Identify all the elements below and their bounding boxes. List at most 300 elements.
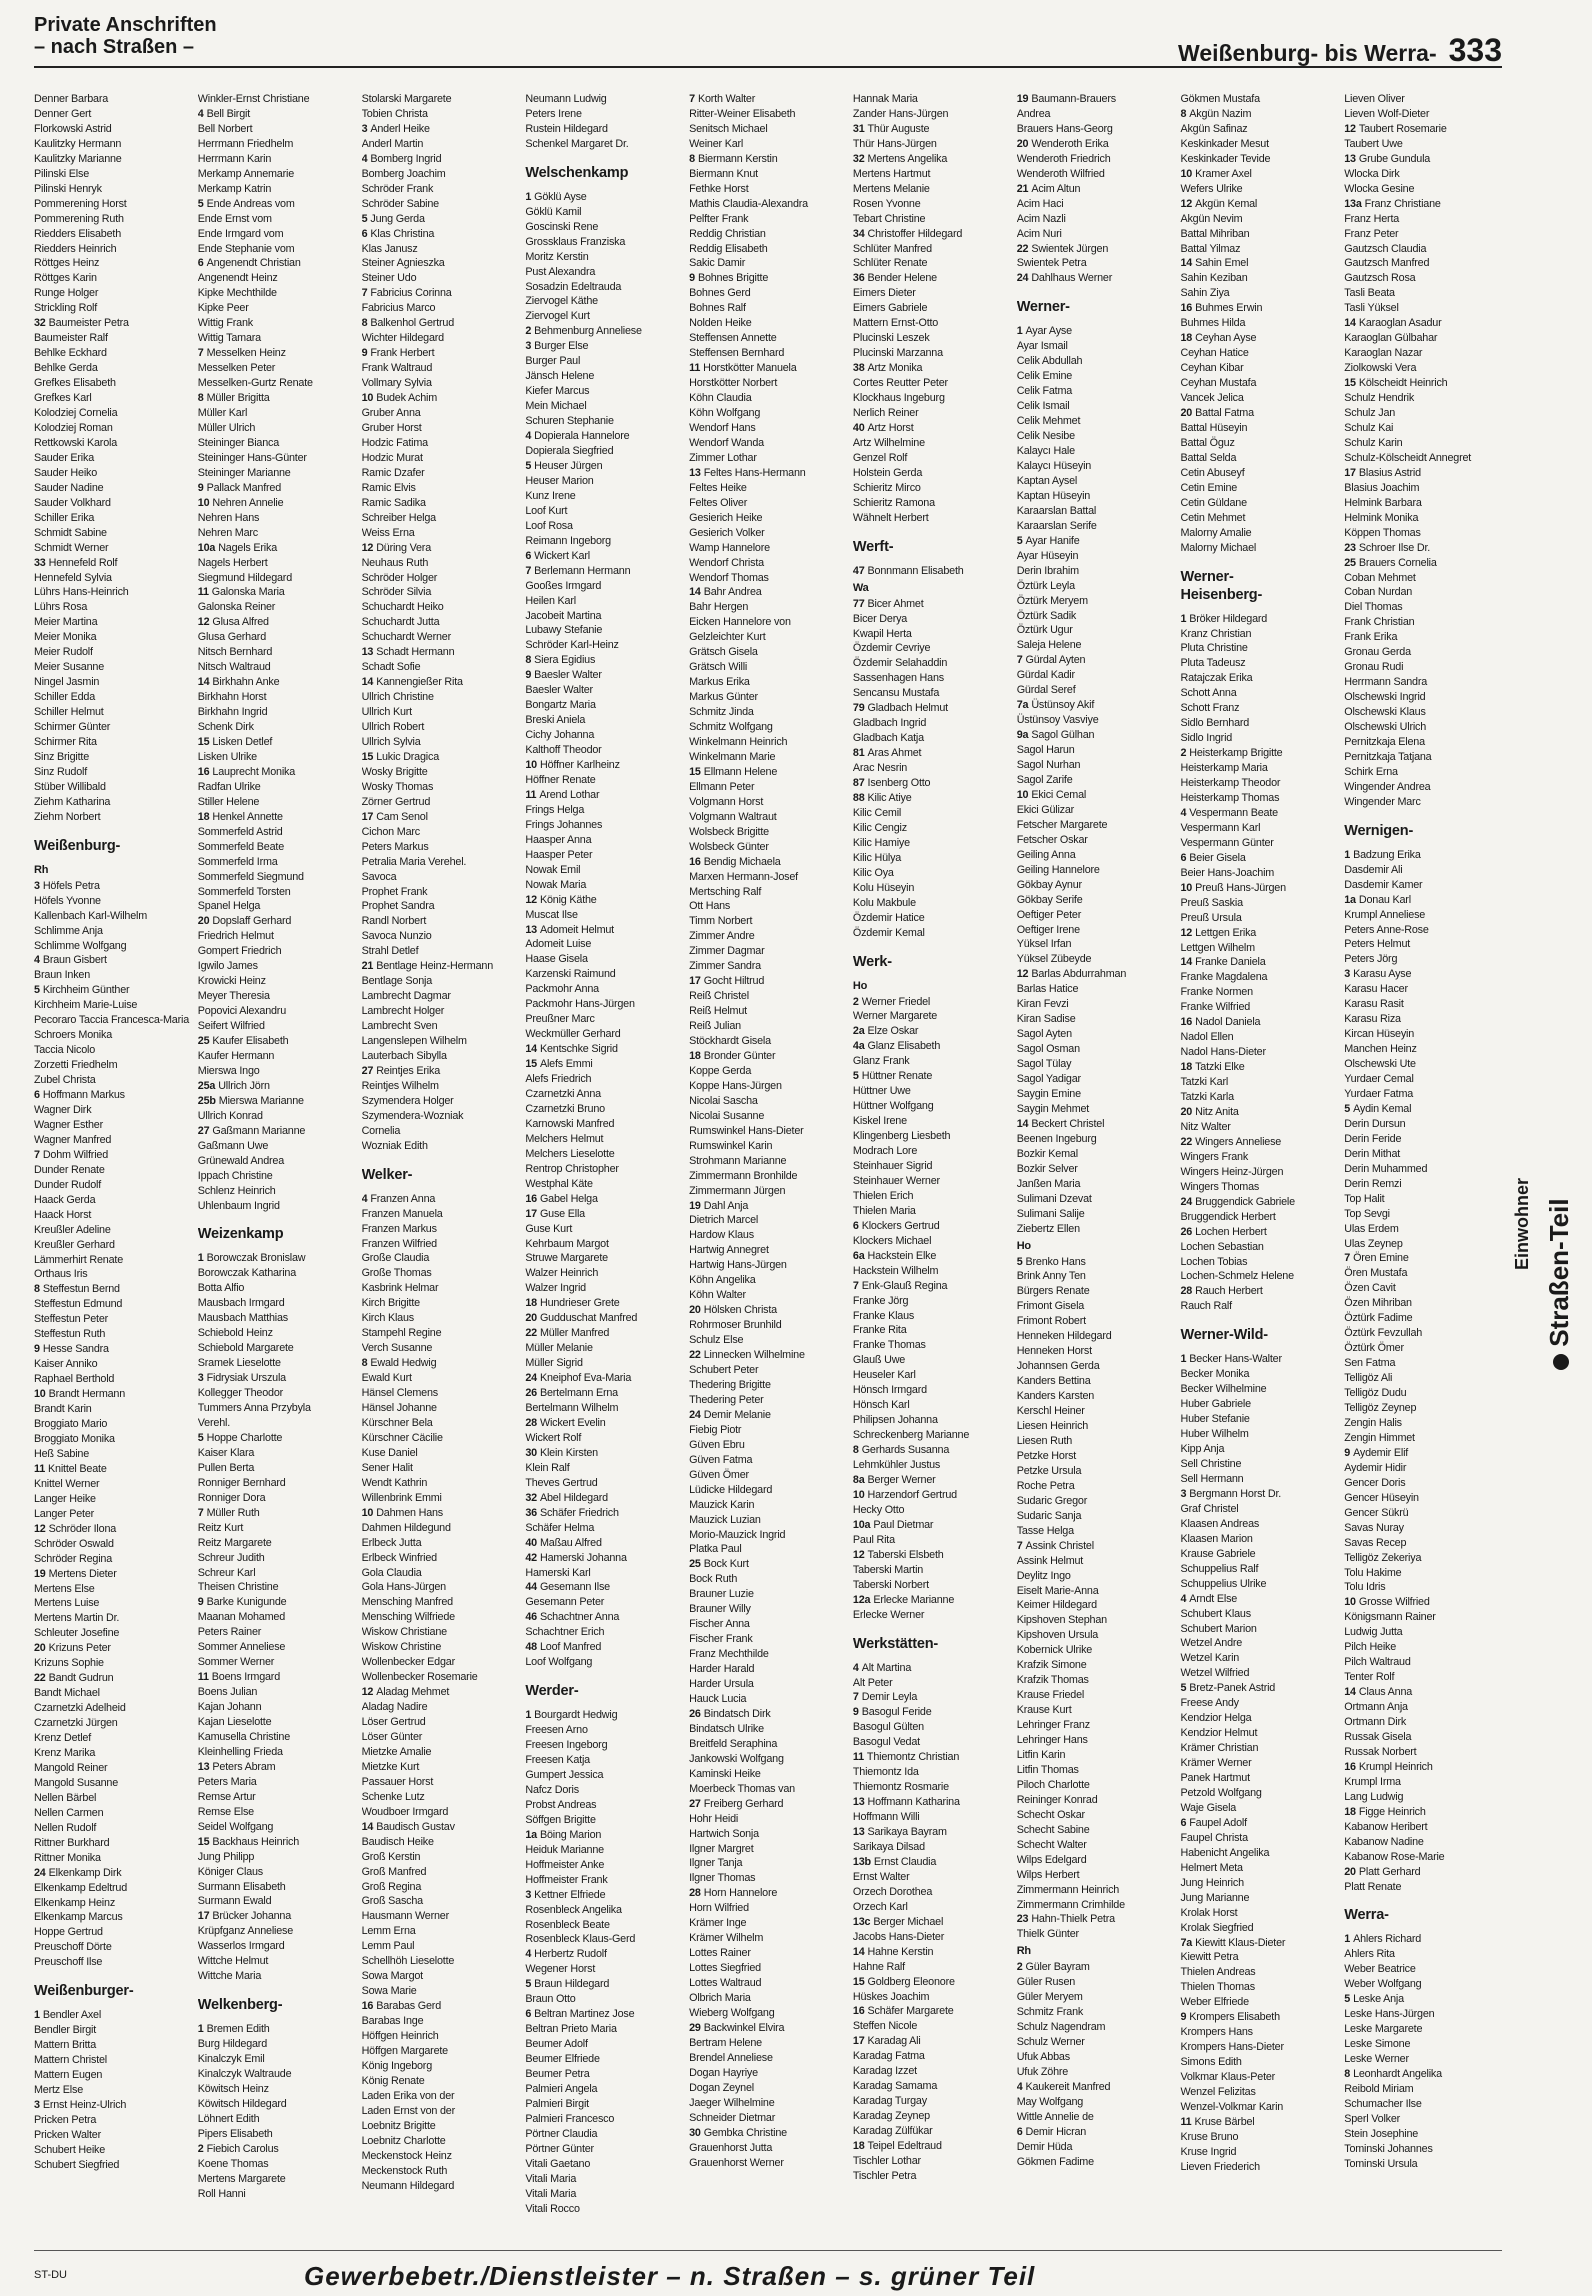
resident-entry [1017,579,1175,594]
house-number: 8 [361,1357,368,1370]
resident-entry [362,1034,520,1049]
resident-entry [362,795,520,810]
resident-name: Hoppe Charlotte [206,1431,283,1444]
resident-name: Zörner Gertrud [361,795,431,808]
resident-name: Herbertz Rudolf [534,1948,607,1961]
resident-entry [1180,2040,1338,2055]
resident-name: Peters Rainer [197,1626,262,1639]
resident-entry [1017,668,1175,683]
resident-name: Beumer Petra [525,2068,590,2081]
resident-name: Hahne Kerstin [867,1945,934,1958]
resident-name: Schiller Erika [34,511,95,524]
resident-name: Peters Irene [525,107,582,120]
resident-entry [689,1871,847,1886]
house-number: 4 [525,430,532,443]
house-number: 22 [34,1672,46,1685]
resident-name: Nadol Daniela [1195,1016,1261,1029]
resident-name: Karaoglan Asadur [1358,317,1442,330]
resident-name: Telligöz Dudu [1344,1387,1407,1400]
resident-entry [689,1991,847,2006]
resident-name: Marxen Hermann-Josef [689,870,798,883]
resident-name: Backwinkel Elvira [703,2021,785,2034]
resident-entry [1017,227,1175,242]
resident-entry [689,840,847,855]
resident-entry [362,331,520,346]
house-number: 10a [197,541,216,554]
resident-name: Kabanow Heribert [1344,1820,1428,1833]
resident-name: Heuser Jürgen [534,459,603,472]
resident-name: Freesen Katja [525,1754,590,1767]
resident-entry [1180,1472,1338,1487]
resident-name: Fischer Frank [689,1633,753,1646]
resident-entry [1180,1502,1338,1517]
resident-name: Czarnetzki Bruno [525,1102,605,1115]
resident-entry [1180,612,1338,627]
resident-entry [34,1925,192,1940]
resident-name: Buhmes Hilda [1180,317,1246,330]
resident-name: Taccia Nicolo [34,1044,96,1057]
house-number: 9 [34,1343,40,1356]
resident-name: Bongartz Maria [525,699,596,712]
resident-entry [1017,2080,1175,2095]
resident-entry [853,1825,1011,1840]
house-number: 17 [525,1207,537,1220]
resident-entry [1180,376,1338,391]
resident-entry [198,1506,356,1521]
resident-entry [1017,549,1175,564]
resident-entry [1180,1487,1338,1502]
resident-name: Krizuns Sophie [34,1657,104,1670]
resident-name: Tolu Hakime [1344,1566,1402,1579]
resident-entry [1180,970,1338,985]
resident-entry [1344,92,1502,107]
resident-name: Ningel Jasmin [34,676,100,689]
resident-name: Schröder Frank [361,182,434,195]
resident-name: Popovici Alexandru [197,1005,287,1018]
resident-entry [1344,1790,1502,1805]
resident-name: Schreur Karl [197,1566,256,1579]
resident-name: Schmitz Frank [1016,2006,1084,2019]
resident-name: Aydemir Elif [1353,1446,1409,1459]
house-number: 15 [525,1058,537,1071]
resident-name: Karasu Rasit [1344,998,1404,1011]
resident-entry [689,1273,847,1288]
street-heading: Welker- [361,1166,413,1183]
resident-entry [525,833,683,848]
resident-name: Dopierala Siegfried [525,445,614,458]
resident-entry [198,212,356,227]
resident-entry [853,2094,1011,2109]
resident-entry [1344,1640,1502,1655]
resident-name: Wenderoth Erika [1031,137,1109,150]
resident-name: Acim Altun [1031,182,1081,195]
resident-entry [198,301,356,316]
resident-name: Heisterkamp Theodor [1180,777,1281,790]
resident-entry [689,765,847,780]
resident-entry [689,1797,847,1812]
resident-name: Taubert Uwe [1344,137,1403,150]
resident-name: Botta Alfio [197,1282,245,1295]
resident-name: Assink Christel [1025,1539,1094,1552]
resident-name: Wolsbeck Brigitte [689,825,769,838]
resident-entry [1017,2005,1175,2020]
resident-name: Bonnmann Elisabeth [867,564,964,577]
resident-name: Steffestun Peter [34,1313,109,1326]
resident-name: Sommerfeld Siegmund [197,870,304,883]
house-number: 4 [1016,2081,1023,2093]
resident-name: Lehmkühler Justus [852,1459,941,1472]
resident-entry [1344,645,1502,660]
resident-entry [689,1931,847,1946]
resident-entry [1344,690,1502,705]
resident-name: Krompers Hans [1180,2026,1253,2039]
resident-entry [34,2038,192,2053]
resident-entry [525,2037,683,2052]
resident-entry [689,1842,847,1857]
house-number: 25b [197,1094,216,1107]
resident-name: Lottes Siegfried [689,1962,761,1975]
resident-entry [1017,2155,1175,2170]
resident-name: Ufuk Abbas [1016,2051,1070,2064]
resident-name: Kendzior Helga [1180,1712,1252,1725]
resident-name: Höffner Renate [525,773,596,786]
resident-entry [198,600,356,615]
resident-name: Tatzki Karl [1180,1076,1229,1089]
resident-entry [1344,496,1502,511]
resident-name: Galonska Reiner [197,601,276,614]
resident-entry [362,481,520,496]
resident-name: Steffestun Edmund [34,1298,123,1311]
resident-name: Eimers Dieter [852,287,916,300]
resident-name: Gürdal Ayten [1025,654,1086,667]
house-number: 6 [525,2008,532,2021]
resident-name: Krause Gabriele [1180,1547,1256,1560]
resident-entry [525,1446,683,1461]
resident-entry [362,1521,520,1536]
resident-name: Petzke Horst [1016,1449,1077,1462]
resident-entry [34,1522,192,1537]
resident-name: Hoffmann Markus [42,1089,125,1102]
resident-entry [1344,152,1502,167]
resident-name: Schulz Kai [1344,421,1394,434]
resident-entry [198,1685,356,1700]
house-number: 12 [197,616,210,629]
resident-name: Winkler-Ernst Christiane [197,93,310,105]
resident-entry [34,1282,192,1297]
resident-entry [362,1655,520,1670]
resident-entry [525,2112,683,2127]
resident-entry [362,376,520,391]
resident-entry [689,1184,847,1199]
resident-name: Franz Peter [1344,227,1399,240]
resident-entry [689,346,847,361]
resident-name: Breski Aniela [525,714,586,727]
resident-entry [362,1715,520,1730]
house-number: 11 [197,1671,209,1684]
resident-name: Paul Rita [852,1533,895,1546]
resident-entry [1017,122,1175,137]
resident-name: Bomberg Joachim [361,167,446,180]
resident-name: Horn Hannelore [703,1887,778,1900]
resident-name: Özdemir Selahaddin [852,657,948,670]
resident-entry [1017,1898,1175,1913]
resident-entry [1180,1135,1338,1150]
resident-entry [1344,1580,1502,1595]
resident-entry [689,1707,847,1722]
resident-name: Sramek Lieselotte [197,1357,281,1370]
footer-note: Gewerbebetr./Dienstleister – n. Straßen – s. grüner Teil [304,2261,1036,2291]
resident-entry [1017,1027,1175,1042]
resident-name: Franke Wilfried [1180,1001,1251,1014]
directory-column [1344,92,1502,2244]
resident-name: Oeftiger Irene [1016,923,1080,936]
resident-name: Harzendorf Gertrud [867,1488,957,1501]
resident-entry [198,1655,356,1670]
resident-name: Koppe Hans-Jürgen [689,1079,782,1092]
resident-name: Hundrieser Grete [539,1297,620,1310]
street-heading: Werra- [1344,1907,1389,1924]
resident-name: Schulz Hendrik [1344,392,1415,405]
resident-entry [1017,1763,1175,1778]
resident-name: Langenslepen Wilhelm [361,1035,467,1048]
resident-name: Ewald Kurt [361,1372,412,1385]
resident-name: Remse Artur [197,1790,256,1803]
resident-entry [689,1587,847,1602]
resident-name: Reddig Christian [689,227,766,240]
resident-entry [34,1686,192,1701]
resident-name: Derin Remzi [1344,1177,1402,1190]
house-number: 9 [361,347,368,360]
house-number: 34 [852,227,865,240]
resident-entry [362,1805,520,1820]
resident-entry [1344,2052,1502,2067]
resident-name: Werner Friedel [861,995,931,1008]
resident-entry [853,2154,1011,2169]
resident-entry [1017,399,1175,414]
resident-name: Saygin Emine [1016,1088,1081,1100]
resident-name: Dasdemir Kamer [1344,878,1423,891]
resident-name: Artz Monika [867,362,923,375]
resident-name: Andrea [1016,107,1051,120]
resident-name: Baesler Walter [534,669,602,682]
house-number: 4a [852,1040,865,1053]
resident-entry [689,1498,847,1513]
resident-name: Goldberg Eleonore [867,1975,955,1988]
resident-entry [1017,908,1175,923]
resident-entry [853,1458,1011,1473]
house-number: 4 [361,1192,368,1205]
resident-entry [689,227,847,242]
house-number: 25 [1344,556,1356,569]
resident-entry [525,1977,683,1992]
resident-entry [853,1548,1011,1563]
resident-entry [362,2044,520,2059]
resident-name: Grätsch Willi [689,661,748,674]
resident-name: Braun Otto [525,1993,576,2006]
resident-name: Boens Irmgard [211,1671,281,1684]
resident-entry [689,107,847,122]
resident-name: Liesen Ruth [1016,1434,1073,1447]
resident-name: Rosen Yvonne [852,197,921,210]
resident-name: Bürgers Renate [1016,1285,1090,1298]
resident-entry [853,301,1011,316]
house-number: 17 [689,975,701,988]
resident-entry [34,2008,192,2023]
resident-entry [689,929,847,944]
resident-entry [689,2006,847,2021]
resident-entry [853,1084,1011,1099]
resident-entry [1180,686,1338,701]
resident-name: Theves Gertrud [525,1476,598,1489]
resident-entry [1180,1210,1338,1225]
resident-entry [362,1296,520,1311]
resident-entry [1017,1838,1175,1853]
resident-name: Sencansu Mustafa [852,687,940,700]
resident-name: Grube Gundula [1358,152,1431,165]
house-number: 16 [689,855,701,868]
resident-entry [198,2157,356,2172]
resident-entry [1180,2070,1338,2085]
resident-name: Mertsching Ralf [689,885,762,898]
resident-name: Schirk Erna [1344,765,1398,778]
resident-name: Steffestun Ruth [34,1328,106,1341]
resident-entry [1180,716,1338,731]
street-heading: Werft- [852,538,894,555]
resident-name: Horn Wilfried [689,1902,749,1915]
resident-name: Hecky Otto [852,1503,905,1516]
resident-name: Schuchardt Heiko [361,601,444,614]
street-heading: Weißenburger- [34,1983,134,2000]
resident-name: Nowak Emil [525,863,581,876]
resident-entry [689,1901,847,1916]
house-number: 13b [852,1855,871,1868]
resident-entry [1017,848,1175,863]
resident-entry [689,1124,847,1139]
resident-name: Battal Selda [1180,451,1237,464]
resident-entry [689,451,847,466]
resident-name: Jung Heinrich [1180,1876,1244,1889]
resident-name: Berger Werner [867,1474,936,1487]
resident-name: Backhaus Heinrich [212,1835,300,1848]
resident-name: Beier Hans-Joachim [1180,866,1275,879]
resident-entry [525,594,683,609]
resident-entry [689,1453,847,1468]
resident-name: Hönsch Karl [852,1399,910,1412]
resident-name: Coban Mehmet [1344,571,1416,584]
resident-entry [362,1109,520,1124]
house-number: 28 [525,1416,537,1429]
resident-entry [34,167,192,182]
resident-name: Knittel Werner [34,1477,100,1490]
resident-name: Sulimani Salije [1016,1207,1085,1220]
resident-entry [525,1132,683,1147]
resident-name: Baudisch Gustav [376,1820,455,1833]
resident-name: Melchers Lieselotte [525,1147,615,1160]
page-footer [34,2250,1502,2295]
resident-name: Dietrich Marcel [689,1214,759,1227]
resident-entry [1180,346,1338,361]
resident-entry [362,242,520,257]
resident-entry [34,750,192,765]
resident-entry [362,840,520,855]
resident-name: Kannengießer Rita [376,676,463,689]
resident-name: Simons Edith [1180,2056,1242,2069]
resident-name: Steffen Nicole [852,2020,918,2033]
resident-name: Messelken Peter [197,362,276,375]
resident-entry [1344,511,1502,526]
resident-entry [1344,1536,1502,1551]
resident-entry [1344,1655,1502,1670]
resident-name: Bohnes Ralf [689,302,746,315]
resident-entry [1344,1730,1502,1745]
resident-entry [1017,152,1175,167]
resident-entry [1017,197,1175,212]
resident-name: Helmink Barbara [1344,496,1422,509]
resident-entry [1344,1476,1502,1491]
resident-entry [198,242,356,257]
resident-entry [1344,526,1502,541]
resident-entry [689,301,847,316]
resident-name: Wendorf Hans [689,421,756,434]
resident-entry [1180,1547,1338,1562]
resident-entry [689,1004,847,1019]
resident-entry [34,1342,192,1357]
resident-name: Celik Mehmet [1016,415,1081,428]
resident-name: Bertelmann Wilhelm [525,1402,619,1415]
resident-entry [1344,937,1502,952]
house-number: 10a [852,1518,871,1531]
resident-entry [853,466,1011,481]
resident-entry [362,1266,520,1281]
resident-name: Mertens Melanie [852,182,930,195]
resident-entry [1344,227,1502,242]
resident-name: Karadag Turgay [852,2095,927,2108]
resident-name: Kiewitt Klaus-Dieter [1195,1936,1286,1949]
resident-name: Wefers Ulrike [1180,182,1243,195]
resident-entry [853,496,1011,511]
resident-name: Behlke Gerda [34,362,98,375]
resident-name: Schadt Sofie [361,661,421,674]
resident-entry [1017,1087,1175,1102]
house-number: 2 [525,325,532,338]
resident-name: Sommerfeld Astrid [197,825,283,838]
resident-entry [525,1386,683,1401]
resident-name: Ratajczak Erika [1180,672,1253,685]
resident-name: Bock Ruth [689,1573,738,1586]
resident-name: Mangold Reiner [34,1761,108,1774]
resident-entry [689,2156,847,2171]
resident-entry [1017,2140,1175,2155]
resident-name: Brendel Anneliese [689,2051,773,2064]
resident-entry [1344,615,1502,630]
resident-name: Genzel Rolf [852,451,908,464]
resident-entry [525,1042,683,1057]
resident-entry [34,645,192,660]
resident-entry [853,1234,1011,1249]
resident-entry [525,250,683,265]
house-number: 20 [34,1642,46,1655]
resident-entry [34,983,192,998]
resident-entry [1344,1117,1502,1132]
resident-name: Anderl Martin [361,137,424,150]
resident-name: Arend Lothar [539,788,600,801]
resident-entry [198,2127,356,2142]
resident-entry [689,1513,847,1528]
resident-name: Harder Ursula [689,1678,754,1691]
resident-name: Bertram Helene [689,2036,762,2049]
resident-entry [1344,1237,1502,1252]
resident-name: Schröder Regina [34,1552,113,1565]
